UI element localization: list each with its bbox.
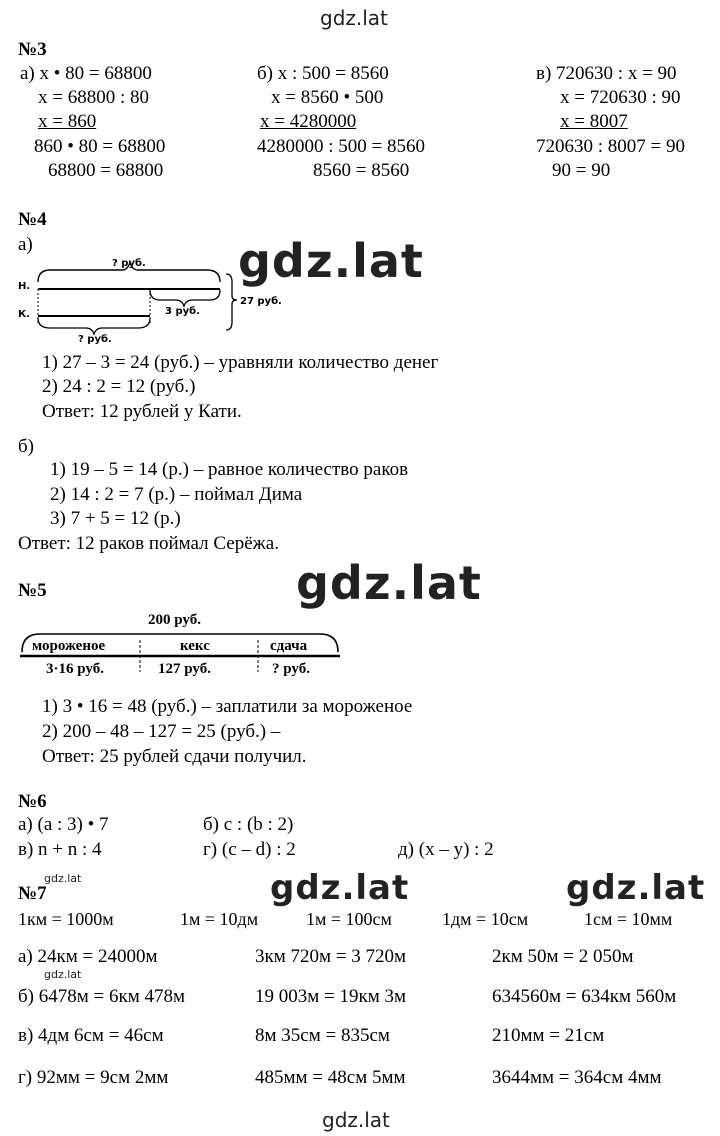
task-7-a-3: 2км 50м = 2 050м: [492, 946, 634, 967]
task-3-c-line: 90 = 90: [552, 160, 611, 181]
task-7-a-1: а) 24км = 24000м: [18, 946, 158, 967]
task-6-g: г) (c – d) : 2: [203, 839, 296, 860]
diagram-total: 200 руб.: [148, 612, 201, 628]
task-6-v: в) n + n : 4: [18, 839, 102, 860]
task-4-b-line: 2) 14 : 2 = 7 (р.) – поймал Дима: [50, 484, 303, 505]
task-5-answer: Ответ: 25 рублей сдачи получил.: [42, 746, 307, 767]
task-3-a-line: 860 • 80 = 68800: [34, 136, 166, 157]
task-4-b-line: 1) 19 – 5 = 14 (р.) – равное количество раков: [50, 459, 409, 480]
diagram-val-cake: 127 руб.: [158, 661, 211, 677]
task-3-a-line: 68800 = 68800: [48, 160, 164, 181]
watermark-top: gdz.lat: [320, 6, 388, 30]
task-7-b-2: 19 003м = 19км 3м: [255, 986, 407, 1007]
task-4-a-label: а): [18, 234, 33, 255]
watermark-big-4: gdz.lat: [566, 868, 706, 908]
unit-m-dm: 1м = 10дм: [180, 909, 259, 929]
task-3-c-answer: x = 8007: [560, 111, 628, 132]
task-4-a-line: 1) 27 – 3 = 24 (руб.) – уравняли количество денег: [42, 352, 439, 373]
task-3-b-line: 4280000 : 500 = 8560: [257, 136, 425, 157]
unit-km: 1км = 1000м: [18, 909, 114, 929]
watermark-big-1: gdz.lat: [238, 234, 424, 288]
task-4-b-line: 3) 7 + 5 = 12 (р.): [50, 508, 181, 529]
task-3-a-line: а) x • 80 = 68800: [20, 63, 152, 84]
watermark-bottom: gdz.lat: [322, 1108, 390, 1132]
task-4-b-label: б): [18, 436, 34, 457]
diagram-top-label: ? руб.: [112, 258, 146, 269]
task-4-a-line: 2) 24 : 2 = 12 (руб.): [42, 376, 196, 397]
diagram-diff-label: 3 руб.: [165, 306, 200, 317]
task-3-c-line: 720630 : 8007 = 90: [536, 136, 685, 157]
watermark-big-2: gdz.lat: [296, 556, 482, 610]
task-3-b-line: б) x : 500 = 8560: [257, 63, 389, 84]
task-4-a-answer: Ответ: 12 рублей у Кати.: [42, 401, 242, 422]
task-3-b-answer: x = 4280000: [260, 111, 357, 132]
task-4-b-answer: Ответ: 12 раков поймал Серёжа.: [18, 533, 279, 554]
task-6-a: а) (a : 3) • 7: [18, 814, 109, 835]
task-7-title: №7: [18, 883, 47, 904]
diagram-val-change: ? руб.: [272, 661, 310, 677]
task-3-a-answer: x = 860: [38, 111, 97, 132]
diagram-seg-cake: кекс: [180, 638, 210, 654]
task-5-line: 1) 3 • 16 = 48 (руб.) – заплатили за мороженое: [42, 696, 413, 717]
task-5-title: №5: [18, 580, 47, 601]
task-3-c-line: в) 720630 : x = 90: [536, 63, 677, 84]
unit-cm-mm: 1см = 10мм: [584, 909, 673, 929]
task-6-title: №6: [18, 791, 47, 812]
task-7-b-3: 634560м = 634км 560м: [492, 986, 677, 1007]
watermark-tiny-2: gdz.lat: [44, 968, 82, 981]
task-7-g-1: г) 92мм = 9см 2мм: [18, 1067, 169, 1088]
task-3-title: №3: [18, 39, 47, 60]
unit-m-cm: 1м = 100см: [306, 909, 392, 929]
task-7-b-1: б) 6478м = 6км 478м: [18, 986, 186, 1007]
diagram-bottom-label: ? руб.: [78, 334, 112, 345]
task-7-v-1: в) 4дм 6см = 46см: [18, 1025, 164, 1046]
task-7-v-2: 8м 35см = 835см: [255, 1025, 390, 1046]
task-7-a-2: 3км 720м = 3 720м: [255, 946, 407, 967]
task-3-c-line: x = 720630 : 90: [560, 87, 681, 108]
diagram-seg-icecream: мороженое: [32, 638, 106, 654]
task-6-b: б) c : (b : 2): [203, 814, 294, 835]
unit-dm-cm: 1дм = 10см: [442, 909, 529, 929]
watermark-big-3: gdz.lat: [270, 868, 410, 908]
task-3-a-line: x = 68800 : 80: [38, 87, 149, 108]
watermark-tiny-1: gdz.lat: [44, 872, 82, 885]
task-7-g-2: 485мм = 48см 5мм: [255, 1067, 406, 1088]
diagram-row-n: Н.: [18, 281, 31, 292]
diagram-row-k: К.: [18, 309, 30, 320]
task-7-g-3: 3644мм = 364см 4мм: [492, 1067, 662, 1088]
task-6-d: д) (x – y) : 2: [398, 839, 494, 860]
diagram-seg-change: сдача: [270, 638, 308, 654]
diagram-val-icecream: 3·16 руб.: [46, 661, 104, 677]
diagram-total-label: 27 руб.: [240, 296, 282, 307]
task-4-title: №4: [18, 209, 47, 230]
task-5-line: 2) 200 – 48 – 127 = 25 (руб.) –: [42, 721, 281, 742]
task-3-b-line: 8560 = 8560: [313, 160, 410, 181]
task-7-v-3: 210мм = 21см: [492, 1025, 605, 1046]
task-3-b-line: x = 8560 • 500: [271, 87, 384, 108]
